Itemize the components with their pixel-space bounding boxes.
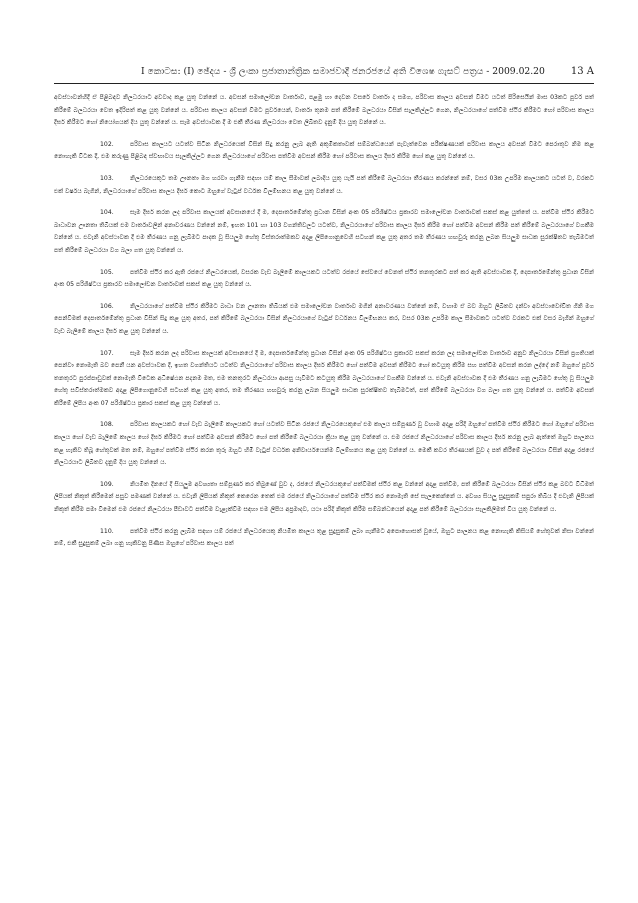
paragraph-number: 103. [100,174,114,182]
paragraph-text: සෑම දීර්ඝ කරන ලද පරිවාස කාලයක් අවසානයේ දී ම, දෙපාර්තමේන්තු ප්‍රධාන විසින් අංක 05 පරිශිෂ්ටය ප්‍රකාරව සකස් කරන ලද සමාලෝචන වාර්තාව අනුව නිලධරයා විසින් ප්‍රගතියක් පෙන්වා නොමැති බව පෙනී යන අවස්ථාවක දී, ඉහත වගන්තියට යටත්ව නිලධරයාගේ පරිවාස කාලය දීර්ඝ කිරීමට හෝ පත්වීම අවසන් කිරීමට හෝ කටයුතු කිරීම සහ පත්වීම අවසන් කරන ලද්දේ නම් ඔහුගේ පූර්ව තනතුරට පුරප්පාඩුවක් නොමැති විටෙක අධිෂේඨන පදනම මත, එම තනතුරට නිලධරයා ආපසු යැවීමට කටයුතු කිරීම බලධරයාගේ වගකීම වන්නේ ය. එවැනි අවස්ථාවක දී එම තීරණය ගනු ලැබීමට හේතු වූ සියලුම හේතු සවිස්තරාත්මකව අදාළ ලිපිගොනුවෙහි සටහන් කළ යුතු අතර, තම තීරණය හඟවුරු කරනු ලබන සියලුම සාධක සුරක්ෂිතව තැබීමටත්, පත් කිරීමේ බලධරයා වග බලා ගත යුතු වන්නේ ය. පත්වීම අවසන් කිරීමේ ලිපිය අංක 07 පරිශිෂ්ටය ප්‍රකාර සකස් කළ යුතු වන්නේ ය. [54,349,594,407]
paragraph-102 [54,139,594,164]
paragraph-103 [54,173,594,198]
paragraph-text: නිලධරයෙකුට තම ඌනතා මග හරවා ගැනීම සඳහා යම් කාල සීමාවක් ලබාදිය යුතු යැයි පත් කිරීමේ බලධරයා තීරණය කරන්නේ නම්, වසර 03ක උපරිම කාලයකට යටත් ව, වරකට එක් වර්ෂය බැගින්, නිලධරයාගේ පරිවාස කාලය දීර්ඝ කොට ඔහුගේ වැටුප් වර්ධක විලම්භනය කළ යුතු වන්නේ ය. [54,174,594,195]
paragraph-text: සෑම දීර්ඝ කරන ලද පරිවාස කාලයක් අවසානයේ දී ම, දෙපාර්තමේන්තු ප්‍රධාන විසින් අංක 05 පරිශිෂ්ටය ප්‍රකාරව සමාලෝචන වාර්තාවක් සකස් කළ යුත්තේ ය. පත්වීම ස්ථිර කිරීමට බාධාවන ඌනතා තිබියක් එම වාර්තාවලින් අනාවරණය වන්නේ නම්, ඉහත 101 හා 103 වගන්තිවලට යටත්ව, නිලධරයාගේ පරිවාස කාලය දීර්ඝ කිරීම හෝ පත්වීම අවසන් කිරීම පත් කිරීමේ බලධරයාගේ වගකීම වන්නේ ය. එවැනි අවස්ථාවක දී එම තීරණය ගනු ලැබීමට පාදක වූ සියලුම හේතු විස්තරාත්මකව අදාළ ලිපිගොනුවෙහි සටහන් කළ යුතු අතර තම තීරණය හඟවුරු කරනු ලබන සියලුම සාධක සුරක්ෂිතව තැබීමටත් පත් කිරීමේ බලධරයා වග බලා ගත යුතු වන්නේ ය. [54,209,594,254]
paragraph-105 [54,267,594,292]
paragraph-106 [54,301,594,339]
paragraph-110 [54,526,594,551]
paragraph-text: නිලධරයාගේ පත්වීම ස්ථිර කිරීමට බාධා වන ඌනතා තිබියක් එම සමාලෝචන වාර්තාව මගින් අනාවරණය වන්නේ නම්, වහාම ඒ බව ඔහුට ලිඛිතව දන්වා අවස්ථාවෝචිත ගිනි මග පෙන්වීමක් දෙපාර්තමේන්තු ප්‍රධාන විසින් සිදු කළ යුතු අතර, පත් කිරීමේ බලධරයා විසින් නිලධරයාගේ වැටුප් වර්ධනය විලම්භනය කර, වසර 03ක උපරිම කාල සීමාවකට යටත්ව වරකට එක් වසර බැගින් ඔහුගේ වැඩ බැලීමේ කාලය දීර්ඝ කළ යුතු වන්නේ ය. [54,302,594,335]
paragraph-number: 106. [100,302,114,310]
paragraph-number: 104. [100,209,114,217]
paragraph-number: 102. [100,140,114,148]
header-title: I කොටස: (I) ඡේදය - ශ්‍රී ලංකා ප්‍රජාතාන්ත්‍රික සමාජවාදී ජනරජයේ අති විශෙෂ ගැසට් පත්‍රය - 2009.02.20 [141,66,545,77]
paragraph-continued [54,92,594,130]
paragraph-text: පරිවාස කාලයකට හෝ වැඩ බැලීමේ කාලයකට හෝ යටත්ව සිටින රජයේ නිලධරයෙකුගේ එම කාලය සම්පූර්ණ වූ වහාම අදාළ පරිදි ඔහුගේ පත්වීම ස්ථිර කිරීමට හෝ ඔහුගේ පරිවාස කාලය හෝ වැඩ බැලීමේ කාලය හෝ දීර්ඝ කිරීමට හෝ පත්වීම අවසන් කිරීමට හෝ පත් කිරීමේ බලධරයා ක්‍රියා කළ යුතු වන්නේ ය. එම රජයේ නිලධරයාගේ පරිවාස කාලය දීර්ඝ කරනු ලැබ ඇත්තේ ඔහුට පාලනය කළ හැකිව තිබූ හේතුවක් මත නම්, ඔහුගේ පත්වීම ස්ථිර කරන තුරු ඔහුට හිමි වැටුප් වර්ධක අනිවාර්යයෙන්ම විලම්භනය කළ යුතු වන්නේ ය. මෙකී කවර තීරණයක් වුව ද පත් කිරීමේ බලධරයා විසින් අදාළ රජයේ නිලධරයාට ලිඛිතව දැනුම් දිය යුතු වන්නේ ය. [54,421,594,467]
page-body [54,92,594,551]
paragraph-109 [54,479,594,517]
paragraph-number: 109. [100,480,114,488]
paragraph-107 [54,348,594,411]
paragraph-text: පත්වීම ස්ථිර කරනු ලැබීම සඳහා යම් රජයේ නිලධරයෙකු නියමිත කාලය තුළ සුදුසුකම් ලබා ගැනීමට අපොහොසත් වූයේ, ඔහුට පාලනය කළ නොහැකි කිසියම් හේතුවක් නිසා වන්නේ නම්, එකී සුදුසුකම් ලබා ගනු හැකිවනු පිණිස ඔහුගේ පරිවාස කාලය පත් [54,527,594,548]
paragraph-number: 105. [100,268,114,276]
paragraph-text: පරිවාස කාලයට යටත්ව සිටින නිලධරයෙක් විසින් සිදු කරනු ලැබ ඇති අකුමිකතාවක් සම්බන්ධයෙන් පැවැත්වෙන පරීක්ෂණයක් පරිවාස කාලය අවසන් වීමට පෙරාතුව නිම කළ නොහැකි විටක දී, එම කරුණු පිළිබඳ ස්වභාවය සැලකිල්ලට ගෙන නිලධරයාගේ පරිවාස පත්වීම අවසන් කිරීම හෝ පරිවාස කාලය දීර්ඝ කිරීම හෝ කළ යුතු වන්නේ ය. [54,140,594,161]
paragraph-number: 110. [100,527,114,535]
paragraph-108 [54,419,594,469]
paragraph-number: 108. [100,421,114,429]
paragraph-text: පත්වීම ස්ථිර කර ඇති රජයේ නිලධරයෙක්, වසරක වැඩ බැලීමේ කාලයකට යටත්ව රජයේ සේවයේ වෙනත් ස්ථිර තනතුරකට පත් කර ඇති අවස්ථාවක දී, දෙපාර්තමේන්තු ප්‍රධාන විසින් අංක 05 පරිශිෂ්ටය ප්‍රකාරව සමාලෝචන වාර්තාවක් සකස් කළ යුතු වන්නේ ය. [54,268,594,289]
header-divider [54,83,594,84]
paragraph-number: 107. [100,349,114,357]
paragraph-104 [54,207,594,257]
paragraph-text: අවස්ථාවන්හිදී ඒ පිළිබඳව නිලධරයාට අවවාද කළ යුතු වන්නේ ය. අවසන් සමාලෝචන වාර්තාව, පළමු හා දෙවන වසරේ වාර්තා ද සමග, පරිවාස කාලය අවසන් වීමට යටත් පිරිසෙයින් මාස 03කට පූර්ව පත් කිරීමේ බලධරයා වෙත ඉදිරිපත් කළ යුතු වන්නේ ය. පරිවාස කාලය අවසන් වීමට පූර්වයෙන්, වාර්තා තුනම පත් කිරීමේ බලධරයා විසින් සැලකිල්ලට ගෙන, නිලධරයාගේ පත්වීම ස්ථිර කිරීමට හෝ පරිවාස කාලය දීර්ඝ කිරීමට හෝ නියෝගයක් දිය යුතු වන්නේ ය. සෑම අවස්ථාවක දී ම එකී තීරණ නිලධරයා වෙත ලිඛිතව දැනුම් දිය යුතු වන්නේ ය. [54,94,594,127]
page-header [54,66,594,83]
page-number: 13 A [570,66,594,77]
paragraph-text: නියමිත දිනයේ දී සියලුම අවශ්‍යතා සම්පූර්ණ කර තිබුණේ වුව ද, රජයේ නිලධරයකුගේ පත්වීමක් ස්ථිර කළ වන්නේ අදාළ පත්වීම, පත් කිරීමේ බලධරයා විසින් ස්ථිර කළ බවට විධිමත් ලිපියක් නිකුත් කිරීමෙන් පසුව පමණක් වන්නේ ය. එවැනි ලිපියක් නිකුත් කෙරෙන තෙක් එම රජයේ නිලධරයාගේ පත්වීම ස්ථිර කර නොමැති සේ සැලකෙන්නේ ය. අවශ්‍ය සියලු සුදුසුකම් සපුරා තිබිය දී එවැනි ලිපියක් නිකුත් කිරීම පමා වීමෙන් එම රජයේ නිලධරයා පීඩාවට පත්වීම වැළැක්වීම සඳහා එම ලිපිය අප්‍රමාදව, යථා පරිදි නිකුත් කිරීම සම්බන්ධයෙන් අදාළ පත් කිරීමේ බලධරයා සැලකිලිමත් විය යුතු වන්නේ ය. [54,480,594,514]
